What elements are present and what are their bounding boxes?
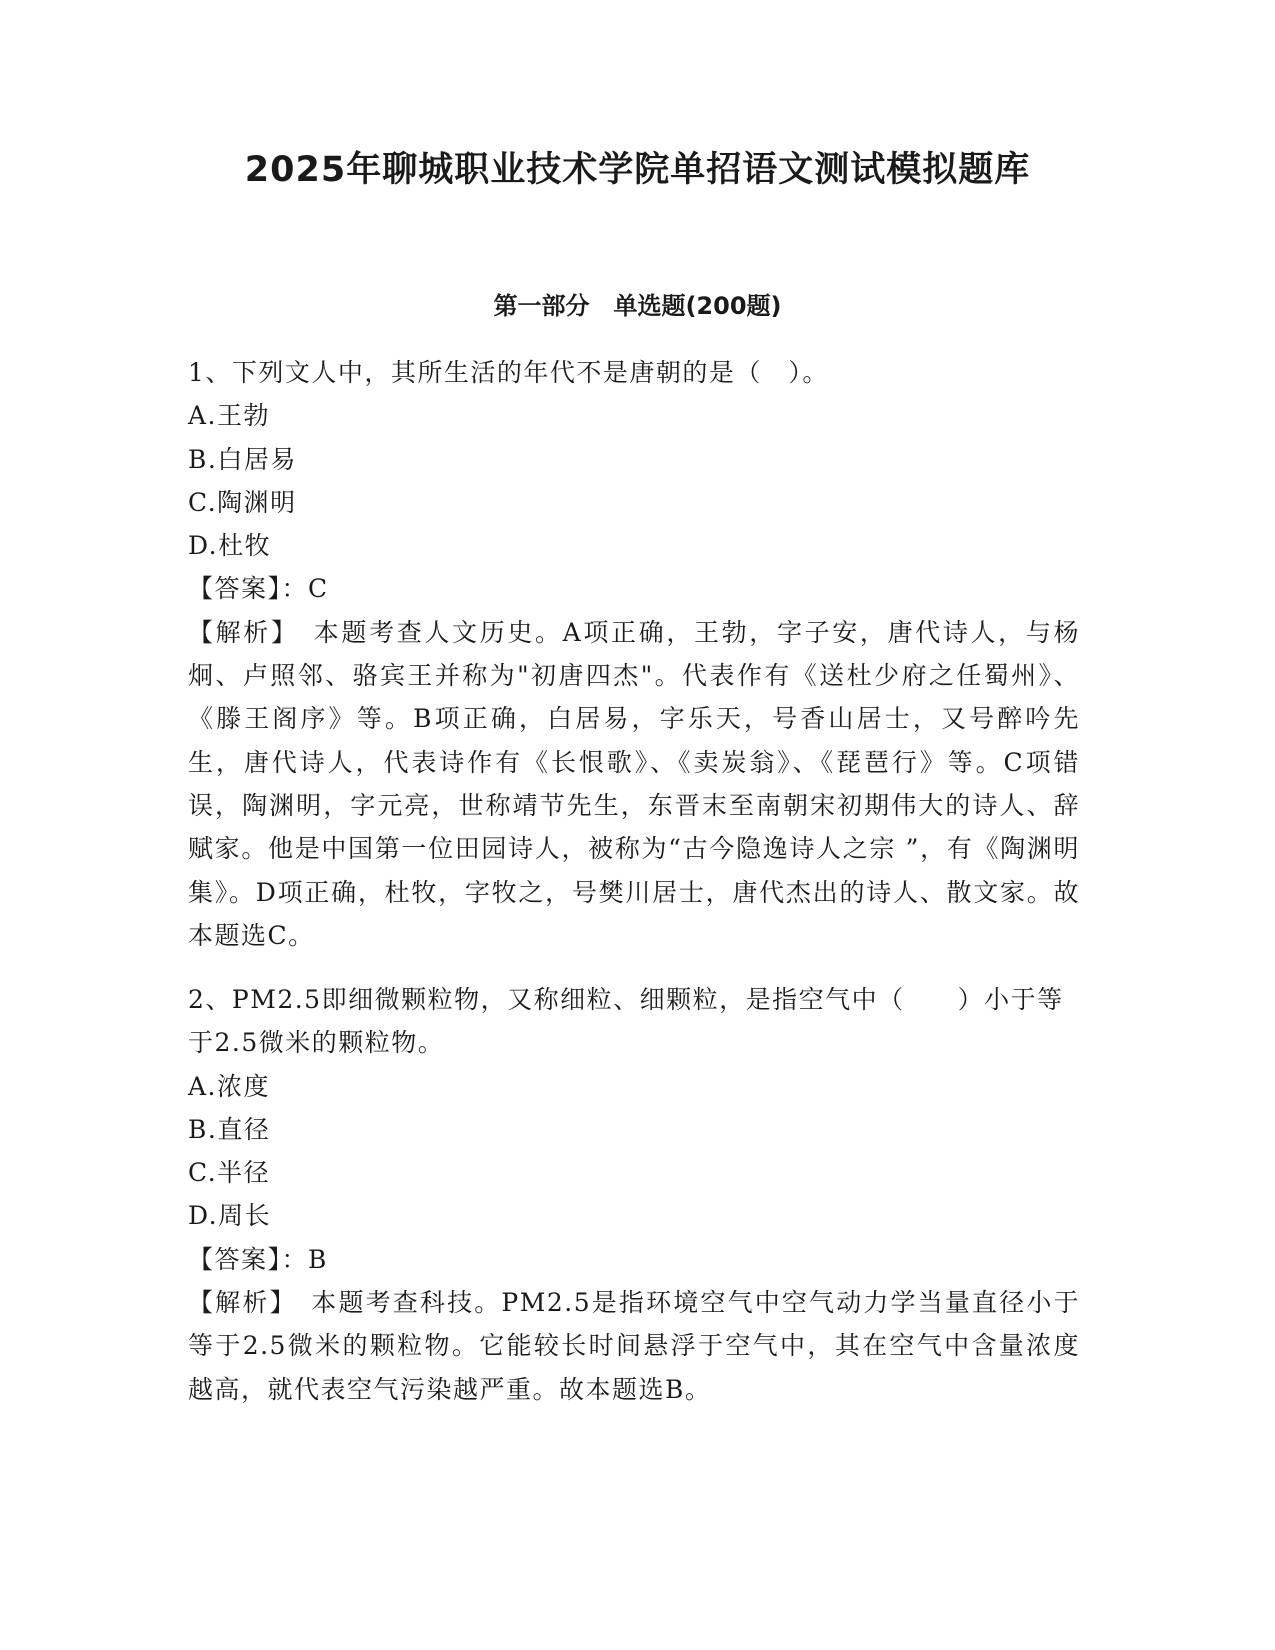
option-b: B.直径: [188, 1114, 271, 1144]
section-title: 第一部分 单选题(200题): [493, 292, 782, 320]
answer-line: 【答案】：B: [188, 1244, 328, 1274]
question-1: [188, 351, 1080, 957]
option-b: B.白居易: [188, 444, 297, 474]
option-a: A.王勃: [188, 401, 271, 431]
question-2: [188, 978, 1080, 1411]
option-c: C.半径: [188, 1158, 271, 1188]
answer-line: 【答案】：C: [188, 574, 329, 604]
option-a: A.浓度: [188, 1071, 271, 1101]
analysis-paragraph: 【解析】 本题考查科技。PM2.5是指环境空气中空气动力学当量直径小于等于2.5微米的颗粒物。它能较长时间悬浮于空气中，其在空气中含量浓度越高，就代表空气污染越严重。故本题选B。: [188, 1288, 1080, 1404]
question-stem: 1、下列文人中，其所生活的年代不是唐朝的是（ ）。: [188, 358, 829, 387]
question-stem: 2、PM2.5即细微颗粒物，又称细粒、细颗粒，是指空气中（ ）小于等于2.5微米的颗粒物。: [188, 985, 1064, 1058]
option-d: D.周长: [188, 1201, 272, 1231]
analysis-paragraph: 【解析】 本题考查人文历史。A项正确，王勃，字子安，唐代诗人，与杨炯、卢照邻、骆宾王并称为"初唐四杰"。代表作有《送杜少府之任蜀州》、《滕王阁序》等。B项正确，白居易，字乐天，号香山居士，又号醉吟先生，唐代诗人，代表诗作有《长恨歌》、《卖炭翁》、《琵琶行》等。C项错误，陶渊明，字元亮，世称靖节先生，东晋末至南朝宋初期伟大的诗人、辞赋家。他是中国第一位田园诗人，被称为“古今隐逸诗人之宗 ”，有《陶渊明集》。D项正确，杜牧，字牧之，号樊川居士，唐代杰出的诗人、散文家。故本题选C。: [188, 617, 1080, 950]
option-d: D.杜牧: [188, 531, 272, 561]
document-title: 2025年聊城职业技术学院单招语文测试模拟题库: [244, 150, 1031, 190]
option-c: C.陶渊明: [188, 487, 297, 517]
